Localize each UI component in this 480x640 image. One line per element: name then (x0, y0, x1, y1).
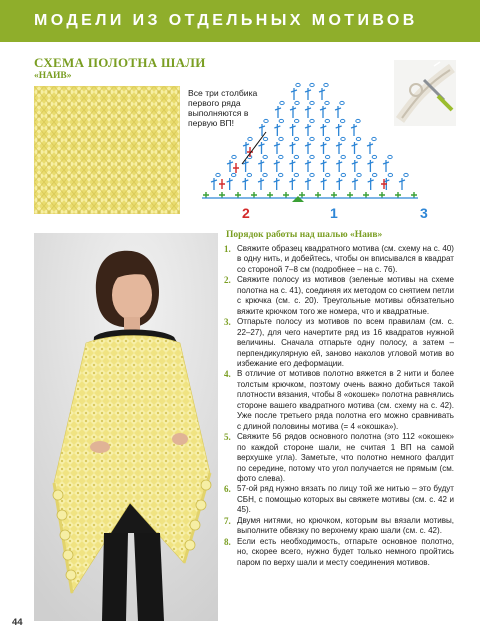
chart-chain (341, 137, 345, 140)
chart-chain (296, 83, 300, 86)
chart-green-stitch (251, 192, 257, 198)
chart-chain-loops (216, 83, 408, 176)
chart-red-stitch (233, 163, 239, 173)
step-number: 8. (224, 536, 231, 547)
chart-stitch (305, 160, 311, 172)
chart-stitch (351, 124, 357, 136)
chart-chain (248, 137, 252, 140)
instruction-step (224, 537, 454, 568)
instruction-step (224, 244, 454, 275)
step-number: 1. (224, 244, 231, 254)
step-number: 4. (224, 369, 231, 380)
zone-label-2: 2 (242, 205, 250, 221)
chart-chain (357, 155, 361, 158)
instruction-step (224, 275, 454, 317)
model-shawl-photo (34, 233, 218, 621)
chart-stitch (321, 178, 327, 190)
chart-stitch (305, 88, 311, 100)
chart-stitch (258, 160, 264, 172)
instruction-step (224, 516, 454, 537)
chart-stitch (290, 124, 296, 136)
chart-chain (263, 137, 267, 140)
step-text: Двумя нитями, но крючком, которым вы вязали мотивы, выполните обвязку по верхнему краю шали (см. с. 42). (237, 515, 454, 536)
chart-chain (264, 119, 268, 122)
page-number: 44 (12, 617, 23, 628)
step-text: Свяжите образец квадратного мотива (см. схему на с. 40) в одну нить, и добейтесь, чтобы он вписывался в квадрат со стороной 7–8 см (подробнее – на с. 76). (237, 244, 454, 274)
chart-stitch (352, 160, 358, 172)
step-text: Свяжите 56 рядов основного полотна (это 112 «окошек» по каждой стороне шали, не считая 1 ВП на самой верхушке угла). Заметьте, что полотно немного фалдит по середине, потому что угол получается не прямым (см. фото слева). (237, 432, 454, 483)
chart-stitch (352, 178, 358, 190)
step-number: 6. (224, 484, 231, 495)
chart-chain (310, 101, 314, 104)
chart-stitch (368, 178, 374, 190)
chart-stitch (399, 178, 405, 190)
chart-chain (356, 137, 360, 140)
chart-stitch (274, 142, 280, 154)
chart-green-stitch (363, 192, 369, 198)
chart-chain (278, 173, 282, 176)
chart-chain (325, 137, 329, 140)
chart-stitch (275, 106, 281, 118)
chart-chain (263, 155, 267, 158)
chart-chain (310, 83, 314, 86)
chart-chain (325, 119, 329, 122)
chart-chain (310, 119, 314, 122)
chart-chain (310, 137, 314, 140)
chart-green-stitch (219, 192, 225, 198)
chart-stitch (352, 142, 358, 154)
chart-chain (294, 155, 298, 158)
step-number: 3. (224, 317, 231, 328)
instructions-list (224, 244, 454, 568)
chart-stitch (383, 160, 389, 172)
chart-green-stitch (379, 192, 385, 198)
zone-label-1: 1 (330, 205, 338, 221)
chart-chain (310, 155, 314, 158)
chart-chain (279, 137, 283, 140)
chart-chain (216, 173, 220, 176)
chart-stitch (319, 88, 325, 100)
instruction-step (224, 369, 454, 432)
chart-green-stitch (235, 192, 241, 198)
chart-chain (294, 173, 298, 176)
step-number: 5. (224, 432, 231, 443)
section-title: СХЕМА ПОЛОТНА ШАЛИ (34, 55, 206, 70)
chart-stitch (305, 142, 311, 154)
chart-chain (325, 155, 329, 158)
chart-chain (404, 173, 408, 176)
chart-stitch (320, 124, 326, 136)
chart-stitch (290, 142, 296, 154)
chart-chain (295, 101, 299, 104)
chart-stitch (367, 142, 373, 154)
chart-chain (372, 173, 376, 176)
chart-stitch (227, 160, 233, 172)
diagram-note: Все три столбика первого ряда выполняются в первую ВП! (188, 88, 258, 128)
instruction-step (224, 484, 454, 515)
chart-chain (294, 119, 298, 122)
chart-green-stitch (203, 192, 209, 198)
chart-stitch (289, 178, 295, 190)
chart-stitch (274, 178, 280, 190)
chart-stitch (291, 88, 297, 100)
chart-chain (231, 173, 235, 176)
chart-chain (263, 173, 267, 176)
chart-stitch (242, 178, 248, 190)
chart-green-stitch (331, 192, 337, 198)
chart-red-stitches (219, 147, 387, 189)
chart-stitch (274, 124, 280, 136)
step-text: Если есть необходимость, отпарьте основное полотно, но, скорее всего, нужно будет только немного пройтись паром по верху шали и месту соединения мотивов. (237, 536, 454, 567)
chart-chain (325, 101, 329, 104)
chart-stitch (289, 160, 295, 172)
chart-chain (340, 101, 344, 104)
instructions-title: Порядок работы над шалью «Наив» (226, 230, 383, 240)
chart-stitch (305, 124, 311, 136)
chart-chain (372, 137, 376, 140)
chart-green-stitch (347, 192, 353, 198)
chart-stitch (259, 142, 265, 154)
chart-stitch (336, 160, 342, 172)
step-text: В отличие от мотивов полотно вяжется в 2 нити и более толстым крючком, поэтому очень важно добиться такой плотности вязания, чтобы 8 «окошек» полотна равнялись стороне вашего квадратного мотива (см. схему на с. 42). Уже после третьего ряда полотна его можно сравнивать с длиной половины мотива (= 4 «окошка»). (237, 369, 454, 431)
chart-green-base (203, 192, 417, 198)
chart-chain (356, 119, 360, 122)
chart-chain (357, 173, 361, 176)
chart-red-stitch (219, 179, 225, 189)
step-number: 7. (224, 515, 231, 526)
page-header-title: МОДЕЛИ ИЗ ОТДЕЛЬНЫХ МОТИВОВ (34, 12, 418, 29)
crochet-hook-photo (394, 60, 456, 126)
chart-green-stitch (411, 192, 417, 198)
chart-stitch (321, 142, 327, 154)
chart-stitch (336, 142, 342, 154)
chart-stitch (305, 106, 311, 118)
zone-label-3: 3 (420, 205, 428, 221)
page-header-bar (0, 0, 480, 42)
step-text: Свяжите полосу из мотивов (зеленые мотивы на схеме полотна на с. 41), соединяя их методом со снятием петли с крючка (см. с. 20). Треугольные мотивы обязательно вяжите крючком того же номера, что и квадратные. (237, 275, 454, 316)
chart-chain (388, 155, 392, 158)
chart-chain (372, 155, 376, 158)
instruction-step (224, 432, 454, 484)
chart-stitch (274, 160, 280, 172)
chart-chain (279, 119, 283, 122)
chart-chain (294, 137, 298, 140)
chart-chain (325, 173, 329, 176)
chart-stitch (367, 160, 373, 172)
step-text: 57-ой ряд нужно вязать по лицу той же нитью – это будут СБН, с помощью которых вы свяжете мотивы (см. с. 42 и 45). (237, 484, 454, 515)
chart-chain (324, 83, 328, 86)
chart-chain (279, 155, 283, 158)
chart-green-stitch (395, 192, 401, 198)
instruction-step (224, 317, 454, 369)
chart-stitch (305, 178, 311, 190)
chart-stitch (258, 178, 264, 190)
chart-stitch (335, 106, 341, 118)
section-subtitle: «НАИВ» (34, 71, 72, 81)
chart-chain (280, 101, 284, 104)
chart-chain (310, 173, 314, 176)
chart-stitch (227, 178, 233, 190)
chart-stitch (320, 106, 326, 118)
chart-chain (341, 173, 345, 176)
chart-stitch (336, 124, 342, 136)
step-text: Отпарьте полосу из мотивов по всем правилам (см. с. 22–27), для чего начертите ряд из 16 квадратов нужной величины. Сначала отпарьте одну полосу, а затем – перпендикулярную ей, заново наколов угловой мотив во избежание его деформации. (237, 317, 454, 368)
chart-green-stitch (267, 192, 273, 198)
chart-stitch (290, 106, 296, 118)
crochet-swatch-photo (34, 86, 180, 214)
chart-green-stitch (283, 192, 289, 198)
chart-stitch (321, 160, 327, 172)
chart-green-stitch (299, 192, 305, 198)
step-number: 2. (224, 275, 231, 286)
chart-chain (341, 155, 345, 158)
chart-chain (388, 173, 392, 176)
chart-chain (340, 119, 344, 122)
chart-chain (232, 155, 236, 158)
chart-stitch (211, 178, 217, 190)
chart-chain (247, 173, 251, 176)
chart-green-stitch (315, 192, 321, 198)
chart-stitch (336, 178, 342, 190)
